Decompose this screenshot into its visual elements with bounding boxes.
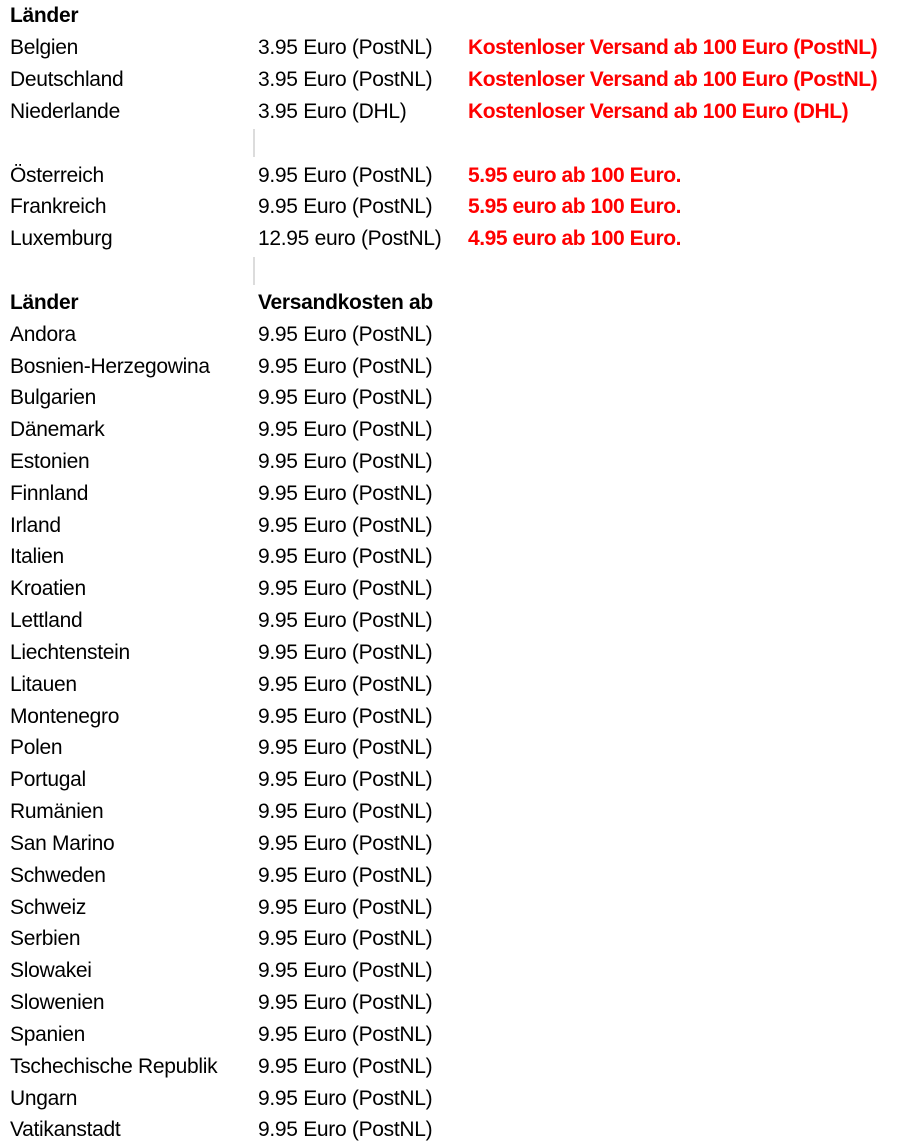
shipping-rate-row <box>0 191 900 223</box>
shipping-rate-row <box>0 1114 900 1146</box>
cell-3 <box>463 1019 900 1051</box>
country-cell: San Marino <box>10 831 115 855</box>
shipping-rate-row <box>0 923 900 955</box>
price-cell: 9.95 Euro (PostNL) <box>258 322 433 346</box>
cell-3 <box>463 891 900 923</box>
price-cell: 9.95 Euro (PostNL) <box>258 768 433 792</box>
shipping-rate-row <box>0 764 900 796</box>
cell-3 <box>463 0 900 32</box>
shipping-rate-row <box>0 732 900 764</box>
shipping-rate-row <box>0 605 900 637</box>
shipping-rate-row <box>0 95 900 127</box>
shipping-rate-row <box>0 955 900 987</box>
country-cell: Portugal <box>10 768 86 792</box>
price-cell: 9.95 Euro (PostNL) <box>258 991 433 1015</box>
cell-2 <box>253 0 463 32</box>
price-cell: 9.95 Euro (PostNL) <box>258 1022 433 1046</box>
price-cell: 9.95 Euro (PostNL) <box>258 609 433 633</box>
shipping-rate-row <box>0 159 900 191</box>
cell-3 <box>463 573 900 605</box>
shipping-rate-row <box>0 1082 900 1114</box>
price-cell: 9.95 Euro (PostNL) <box>258 927 433 951</box>
cell-3 <box>463 446 900 478</box>
price-cell: 9.95 Euro (PostNL) <box>258 513 433 537</box>
country-cell: Rumänien <box>10 800 104 824</box>
cell-3 <box>463 350 900 382</box>
cell-2 <box>253 255 463 287</box>
price-cell: 3.95 Euro (PostNL) <box>258 68 433 92</box>
price-cell: 9.95 Euro (PostNL) <box>258 386 433 410</box>
cell-border-mark <box>253 129 255 157</box>
country-cell: Vatikanstadt <box>10 1118 121 1142</box>
shipping-rate-row <box>0 446 900 478</box>
cell-3 <box>463 859 900 891</box>
shipping-rate-row <box>0 700 900 732</box>
country-cell: Estonien <box>10 450 90 473</box>
cell-3 <box>463 637 900 669</box>
price-cell: 12.95 euro (PostNL) <box>258 227 442 251</box>
country-cell: Tschechische Republik <box>10 1054 218 1078</box>
shipping-rate-row <box>0 859 900 891</box>
country-cell: Finnland <box>10 481 89 505</box>
cell-border-mark <box>253 257 255 285</box>
price-cell: 9.95 Euro (PostNL) <box>258 831 433 855</box>
country-cell: Montenegro <box>10 704 120 728</box>
shipping-rate-row <box>0 796 900 828</box>
price-cell: 9.95 Euro (PostNL) <box>258 577 433 601</box>
promo-note-cell: 4.95 euro ab 100 Euro. <box>468 227 682 251</box>
price-cell: 9.95 Euro (PostNL) <box>258 863 433 887</box>
country-cell: Niederlande <box>10 99 120 123</box>
price-cell: 9.95 Euro (PostNL) <box>258 450 433 473</box>
shipping-rate-row <box>0 477 900 509</box>
shipping-rate-row <box>0 382 900 414</box>
price-cell: 9.95 Euro (PostNL) <box>258 163 433 187</box>
country-cell: Schweden <box>10 863 106 887</box>
cell-2 <box>253 127 463 159</box>
cell-3 <box>463 127 900 159</box>
country-cell: Irland <box>10 513 61 537</box>
cell-3 <box>463 414 900 446</box>
country-cell: Liechtenstein <box>10 640 130 664</box>
cell-3 <box>463 668 900 700</box>
shipping-rate-row <box>0 223 900 255</box>
price-cell: 9.95 Euro (PostNL) <box>258 640 433 664</box>
shipping-rate-row <box>0 1050 900 1082</box>
country-cell: Spanien <box>10 1022 85 1046</box>
shipping-rate-row <box>0 668 900 700</box>
cell-3 <box>463 318 900 350</box>
country-cell: Litauen <box>10 672 77 696</box>
shipping-rate-row <box>0 987 900 1019</box>
price-cell: 3.95 Euro (PostNL) <box>258 36 433 60</box>
country-cell: Polen <box>10 736 63 760</box>
price-cell: 3.95 Euro (DHL) <box>258 99 407 123</box>
price-cell: 9.95 Euro (PostNL) <box>258 1054 433 1078</box>
column-header-laender: Länder <box>10 290 79 314</box>
cell-1 <box>0 127 253 159</box>
country-cell: Belgien <box>10 36 78 60</box>
shipping-rate-row <box>0 64 900 96</box>
price-cell: 9.95 Euro (PostNL) <box>258 959 433 983</box>
price-cell: 9.95 Euro (PostNL) <box>258 1086 433 1110</box>
cell-3 <box>463 796 900 828</box>
price-cell: 9.95 Euro (PostNL) <box>258 704 433 728</box>
section2-header-row <box>0 286 900 318</box>
country-cell: Luxemburg <box>10 227 113 251</box>
price-cell: 9.95 Euro (PostNL) <box>258 545 433 569</box>
promo-note-cell: 5.95 euro ab 100 Euro. <box>468 163 682 187</box>
country-cell: Andora <box>10 322 76 346</box>
price-cell: 9.95 Euro (PostNL) <box>258 895 433 919</box>
shipping-rate-row <box>0 509 900 541</box>
country-cell: Deutschland <box>10 68 124 92</box>
country-cell: Bosnien-Herzegowina <box>10 354 210 378</box>
shipping-rate-row <box>0 541 900 573</box>
price-cell: 9.95 Euro (PostNL) <box>258 195 433 219</box>
shipping-rate-row <box>0 828 900 860</box>
promo-note-cell: Kostenloser Versand ab 100 Euro (PostNL) <box>468 36 878 60</box>
price-cell: 9.95 Euro (PostNL) <box>258 1118 433 1142</box>
country-cell: Lettland <box>10 609 83 633</box>
price-cell: 9.95 Euro (PostNL) <box>258 481 433 505</box>
cell-3 <box>463 477 900 509</box>
cell-1 <box>0 255 253 287</box>
cell-3 <box>463 541 900 573</box>
promo-note-cell: 5.95 euro ab 100 Euro. <box>468 195 682 219</box>
cell-3 <box>463 509 900 541</box>
shipping-rate-row <box>0 32 900 64</box>
shipping-rate-row <box>0 1019 900 1051</box>
country-cell: Slowenien <box>10 991 105 1015</box>
cell-3 <box>463 923 900 955</box>
cell-3 <box>463 955 900 987</box>
section1-header-row <box>0 0 900 32</box>
spacer-row <box>0 255 900 287</box>
cell-3 <box>463 732 900 764</box>
shipping-rate-row <box>0 573 900 605</box>
cell-3 <box>463 1114 900 1146</box>
country-cell: Ungarn <box>10 1086 78 1110</box>
country-cell: Italien <box>10 545 64 569</box>
cell-3 <box>463 286 900 318</box>
country-cell: Österreich <box>10 163 104 187</box>
cell-3 <box>463 987 900 1019</box>
price-cell: 9.95 Euro (PostNL) <box>258 354 433 378</box>
country-cell: Dänemark <box>10 418 105 442</box>
country-cell: Bulgarien <box>10 386 97 410</box>
country-cell: Schweiz <box>10 895 87 919</box>
country-cell: Slowakei <box>10 959 92 983</box>
shipping-rate-row <box>0 637 900 669</box>
column-header-versandkosten: Versandkosten ab <box>258 290 433 314</box>
cell-3 <box>463 828 900 860</box>
shipping-rate-row <box>0 891 900 923</box>
promo-note-cell: Kostenloser Versand ab 100 Euro (PostNL) <box>468 68 878 92</box>
price-cell: 9.95 Euro (PostNL) <box>258 418 433 442</box>
country-cell: Frankreich <box>10 195 107 219</box>
promo-note-cell: Kostenloser Versand ab 100 Euro (DHL) <box>468 99 849 123</box>
shipping-rate-row <box>0 414 900 446</box>
price-cell: 9.95 Euro (PostNL) <box>258 800 433 824</box>
column-header-laender: Länder <box>10 4 79 28</box>
cell-3 <box>463 605 900 637</box>
price-cell: 9.95 Euro (PostNL) <box>258 672 433 696</box>
cell-3 <box>463 764 900 796</box>
price-cell: 9.95 Euro (PostNL) <box>258 736 433 760</box>
country-cell: Kroatien <box>10 577 86 601</box>
cell-3 <box>463 382 900 414</box>
cell-3 <box>463 255 900 287</box>
cell-3 <box>463 1050 900 1082</box>
cell-3 <box>463 1082 900 1114</box>
country-cell: Serbien <box>10 927 81 951</box>
shipping-rate-row <box>0 318 900 350</box>
spacer-row <box>0 127 900 159</box>
cell-3 <box>463 700 900 732</box>
shipping-rate-row <box>0 350 900 382</box>
